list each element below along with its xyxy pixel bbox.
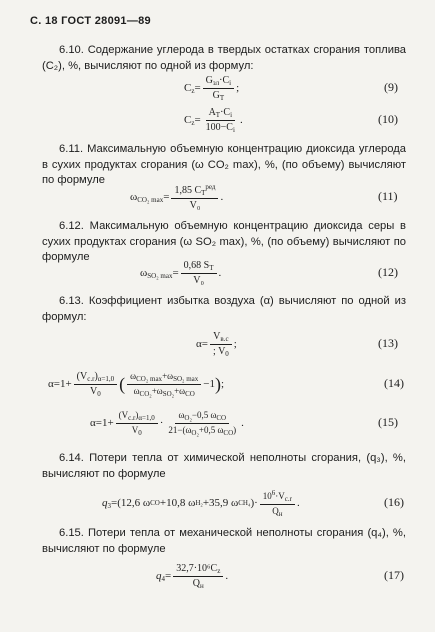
equation-10-number: (10)	[378, 112, 398, 126]
eq11-coef: 1,85	[174, 185, 192, 196]
paragraph-6-14: 6.14. Потери тепла от химической неполноты сгорания, (q₃), %, вычисляют по формуле	[42, 452, 406, 480]
equation-12: $\omega_{SO_2 max}=$ $\frac{0,68 S_T}{\text{V₀}}$ .	[140, 260, 222, 286]
equation-9-number: (9)	[384, 80, 398, 94]
eq17-numer: 32,7·10⁶C	[176, 562, 218, 574]
equation-17: $q_4=$ $\frac{32,7\cdot 10^6C_z}{Q_н}$ .	[156, 562, 229, 590]
equation-11-number: (11)	[378, 189, 398, 203]
equation-14-number: (14)	[384, 376, 404, 390]
page-header: С. 18 ГОСТ 28091—89	[30, 15, 151, 27]
paragraph-6-15: 6.15. Потери тепла от механической неполноты сгорания (q₄), %, вычисляют по формуле	[42, 527, 406, 555]
equation-15-number: (15)	[378, 415, 398, 429]
paragraph-6-10: 6.10. Содержание углерода в твердых остатках сгорания топлива (C₂), %, вычисляют по одной из формул:	[42, 44, 406, 72]
paragraph-6-12: 6.12. Максимальную объемную концентрацию диоксида серы в сухих продуктах сгорания (ω SO₂ max), %, (по объему) вычисляют по формуле	[42, 220, 406, 263]
equation-14: α=1+ $\frac{(V_{c.r})_{\alpha=1,0}}{V_0}$ ( $\frac{\omega_{CO_2 max}+\omega_{SO_2 max}}{\omega_{CO_2}+\omega_{SO_2}+\omega_{CO}}$ −1 ) ;	[48, 370, 225, 398]
eq16-c3: )·	[250, 497, 258, 509]
equation-16: $q_3=$ (12,6 ω CO +10,8 ω H₂ +35,9 ω CH₄ )· $\frac{10^6\cdot V_{c.r}}{Q_н}$ .	[102, 488, 300, 518]
eq12-coef: 0,68	[183, 260, 202, 271]
eq12-den: V₀	[193, 275, 204, 286]
equation-10: $C_z=$ $\frac{A_T\cdot C_i}{100-C_i}$ .	[184, 106, 243, 134]
equation-13: α= $\frac{V_{в.с}}{; V_0}$ ;	[196, 330, 237, 358]
equation-17-number: (17)	[384, 568, 404, 582]
equation-12-number: (12)	[378, 265, 398, 279]
equation-11: $\omega_{CO_2 max}=$ $\frac{1,85 C_T^{ред}}{\text{V₀}}$ .	[130, 183, 224, 211]
paragraph-6-13: 6.13. Коэффициент избытка воздуха (α) вычисляют по одной из формул:	[42, 295, 406, 323]
eq16-c1: +10,8 ω	[159, 497, 196, 509]
equation-9: $C_z=$ $\frac{G_{зл}\cdot C_i}{G_T}$ ;	[184, 74, 240, 102]
eq11-den: V₀	[189, 200, 201, 211]
eq16-body: (12,6 ω	[117, 497, 151, 509]
equation-13-number: (13)	[378, 336, 398, 350]
equation-15: α=1+ $\frac{(V_{c.r})_{\alpha=1,0}}{V_0}$ · $\frac{\omega_{O_2}-0,5 \omega_{CO}}{21-(\omega_{O_2}+0,5 \omega_{CO})}$ .	[90, 409, 244, 437]
paragraph-6-11: 6.11. Максимальную объемную концентрацию диоксида углерода в сухих продуктах сгорания (ω CO₂ max), %, (по объему) вычисляют по формуле	[42, 143, 406, 186]
equation-16-number: (16)	[384, 495, 404, 509]
eq17-den: Q	[192, 577, 201, 589]
eq16-c2: +35,9 ω	[202, 497, 239, 509]
